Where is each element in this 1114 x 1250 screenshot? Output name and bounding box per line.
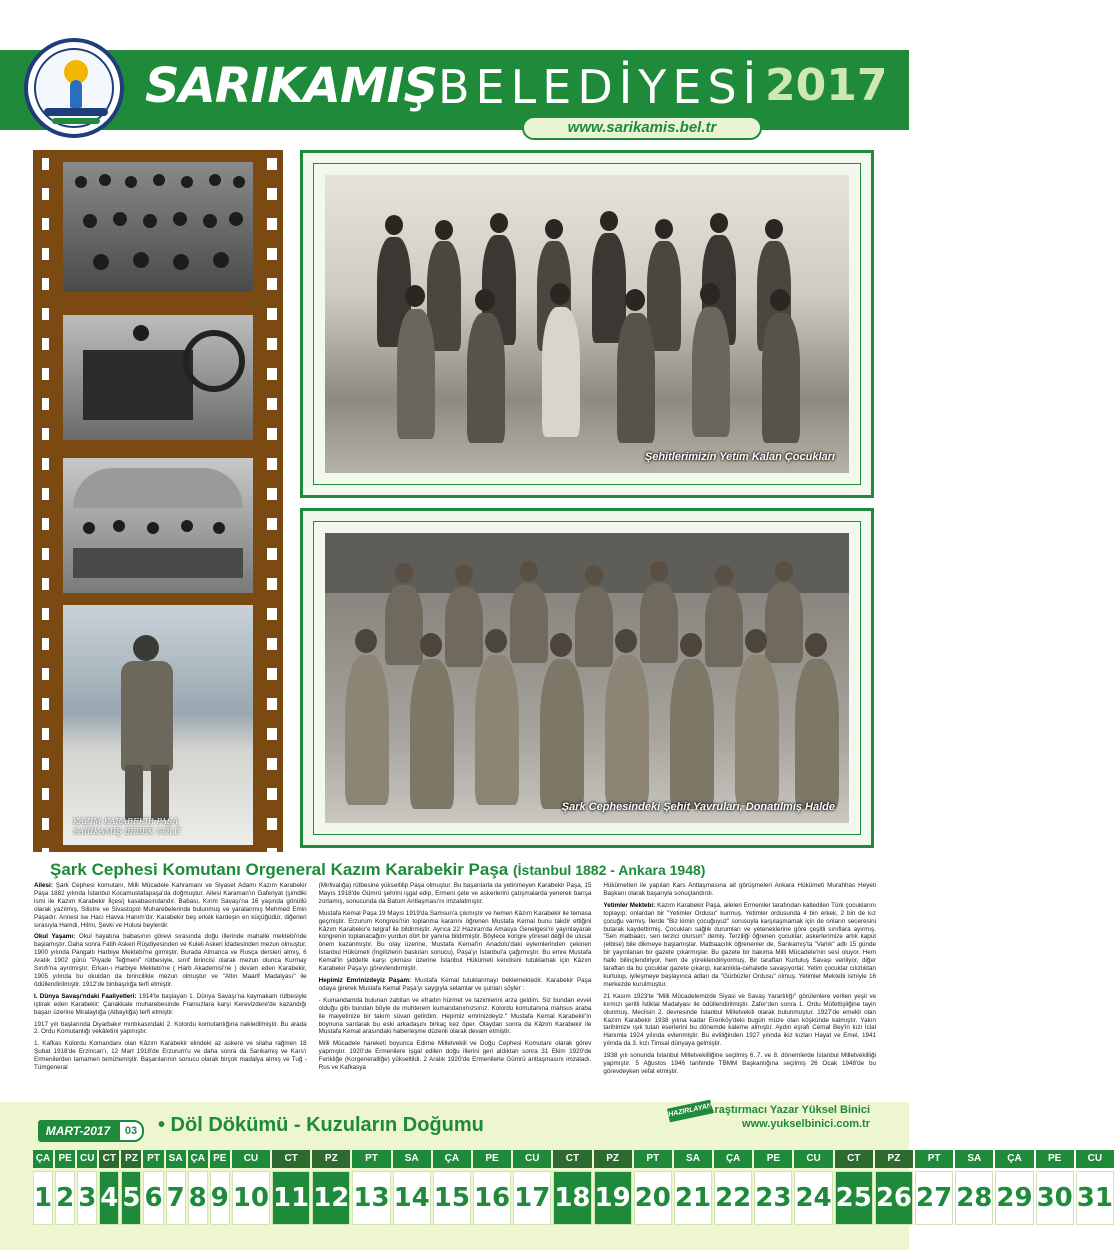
weekday-label: PZ — [594, 1150, 632, 1168]
calendar-day[interactable] — [955, 1150, 993, 1225]
author-url[interactable]: www.yukselbinici.com.tr — [742, 1118, 870, 1130]
day-number: 12 — [312, 1171, 350, 1225]
film-perforations-left — [39, 150, 49, 852]
paragraph-text: Milli Mücadele hareketi boyunca Edirne Milletvekili ve Doğu Cephesi Komutanı olarak görev yapmıştır. 1920'de Ermenilere işgal edilen doğu illerini geri aldıktan sonra 31 Ekim 1920'de Ferikliğe (Korgeneralliğe) yükseltildi. 2 Aralık 1920'de Ermenilerle Gümrü antlaşmasını imzaladı. Rus ve Kafkasya — [318, 1040, 592, 1072]
day-number: 23 — [754, 1171, 792, 1225]
paragraph-text: - Kumandamda bulunan zabitan ve efradın hürmet ve tazimlerini arza geldim. Siz bundan evvel olduğu gibi bundan böyle de muhterem kumandanımızsınız. Kolordu komutanına mahsus araba ile maiyetinize bir takım süvari getirdim. Hepimiz emrinizdeyiz." Mustafa Kemal Karabekir'in boynuna sarılarak bu eski arkadaşını birkaç kez öper. Olaydan sonra da Kâzım Karabekir ile Mustafa Kemal arasındaki haberleşme düzenli olarak devam etmiştir. — [318, 996, 592, 1036]
calendar-day[interactable] — [634, 1150, 672, 1225]
paragraph-text: (Mirlivalığa) rütbesine yükseltilip Paşa olmuştur. Bu başarılarla da yetinmeyen Karabekir Paşa, 15 Mayıs 1918'de Gümrü şehrini işgal edip, Ermeni çete ve askerlerini çatışmalarda yenerek barışa zorlamış, sonucunda da Batum Antlaşması'nı imzalatmıştır. — [318, 882, 592, 905]
day-number: 30 — [1036, 1171, 1074, 1225]
municipality-url[interactable]: www.sarikamis.bel.tr — [522, 116, 762, 140]
day-number: 9 — [210, 1171, 230, 1225]
article-body — [34, 882, 876, 1097]
calendar-day[interactable] — [433, 1150, 471, 1225]
paragraph-heading: Hepimiz Emrinizdeyiz Paşam: — [318, 976, 412, 984]
paragraph-text: 1938 yılı sonunda İstanbul Milletvekilliğine seçilmiş 6.,7. ve 8. dönemlerde İstanbul Milletvekilliği yapmıştır. 5 Ağustos 1946 tarihinde TBMM Başkanlığına seçilmiş 26 Ocak 1948'de bu görevdeyken vefat etmiştir. — [603, 1052, 877, 1075]
article-column-1 — [34, 882, 307, 1097]
calendar-day[interactable] — [714, 1150, 752, 1225]
weekday-label: PZ — [312, 1150, 350, 1168]
film-photo-officers — [63, 162, 253, 292]
article-paragraph — [319, 1040, 592, 1072]
paragraph-heading: I. Dünya Savaşı'ndaki Faaliyetleri: — [34, 992, 137, 1000]
day-number: 10 — [232, 1171, 270, 1225]
calendar-year: 2017 — [765, 60, 888, 111]
day-number: 24 — [794, 1171, 832, 1225]
weekday-label: PT — [352, 1150, 390, 1168]
day-number: 22 — [714, 1171, 752, 1225]
article-paragraph — [603, 1052, 876, 1076]
calendar-day[interactable] — [143, 1150, 163, 1225]
calendar-day[interactable] — [513, 1150, 551, 1225]
month-label: MART-2017 — [38, 1120, 118, 1142]
calendar-day[interactable] — [312, 1150, 350, 1225]
day-number: 11 — [272, 1171, 310, 1225]
weekday-label: PE — [754, 1150, 792, 1168]
article-paragraph — [319, 977, 592, 993]
article-paragraph — [603, 902, 876, 989]
calendar-day[interactable] — [594, 1150, 632, 1225]
article-paragraph — [34, 882, 307, 929]
weekday-label: SA — [393, 1150, 431, 1168]
film-caption-line1: KAZIM KARABEKİR PAŞA — [73, 817, 179, 826]
author-name: Araştırmacı Yazar Yüksel Binici — [706, 1104, 870, 1116]
article-paragraph — [34, 933, 307, 988]
film-photo-classroom — [63, 458, 253, 593]
weekday-label: ÇA — [33, 1150, 53, 1168]
calendar-day[interactable] — [794, 1150, 832, 1225]
weekday-label: PE — [473, 1150, 511, 1168]
paragraph-text: Kazım Karabekir Paşa, aileleri Ermeniler tarafından katledilen Türk çocuklarını toplayıp; onlardan bir "Yetimler Ordusu" kurmuş. Yetimler ordusunda 4 bin erkek, 2 bin de kız çocuğu varmış. İlerde "Biz kimin çocuğuyuz" sorusuyla karşılaşmamak için de onların seceresini bularak kaydettirmiş. Çocukları sağlık durumları ve yeteneklerine göre çeşitli sınıflara ayırmış. "Sen matbaacı, sen terzici olursun" demiş. Terziliği öğrenen çocuklar, askerlerimize artık kaput (elbise) bile dikmeye başlamışlar. Matbaacılık öğrenenler de, Sarıkamış'ta "Varlık" adlı 15 günde bir yayınlanan bir gazete çıkarmışlar. Bu gazete bir bakıma Milli Mücadele'nin sesi oluyor. Hem halkı bilinçlendiriyor, hem de yüreklendiriyormuş. Bir taraftan Kurtuluş Savaşı veriliyor, diğer taraftan da bu çocuklar gazete çıkarıp, karanlıkla-cehaletle savaşıyorlar. Yetim çocuklar cılızlıktan kurtulup, iyileşmeye başlayınca adları da "Gürbüzler Ordusu" olmuş. Yetimler Mektebi ismiyle 16 merkezde kurulmuştur. — [603, 901, 877, 988]
weekday-label: ÇA — [995, 1150, 1033, 1168]
article-title-text: Şark Cephesi Komutanı Orgeneral Kazım Karabekir Paşa — [50, 860, 509, 879]
calendar-day[interactable] — [55, 1150, 75, 1225]
paragraph-text: 1914'te başlayan 1. Dünya Savaşı'na kaymakam rütbesiyle iştirak eden Karabekir; Çanakkale muharebesinde Fransızlara karşı Kerevizdere'de kazandığı başarı üzerine Miralaylığa (Albaylığa) terfi etmiştir. — [34, 992, 307, 1016]
day-number: 7 — [166, 1171, 186, 1225]
weekday-label: CU — [513, 1150, 551, 1168]
uniformed-children-photo — [325, 533, 849, 823]
day-number: 26 — [875, 1171, 913, 1225]
calendar-day[interactable] — [166, 1150, 186, 1225]
weekday-label: CT — [835, 1150, 873, 1168]
day-number: 21 — [674, 1171, 712, 1225]
article-paragraph — [319, 882, 592, 906]
calendar-day[interactable] — [553, 1150, 591, 1225]
calendar-day[interactable] — [875, 1150, 913, 1225]
weekday-label: PZ — [121, 1150, 141, 1168]
film-perforations-right — [267, 150, 277, 852]
month-calendar — [33, 1150, 1113, 1225]
film-caption-line2: SARIKAMIŞ BEBEK GÖLÜ — [73, 827, 181, 836]
film-photo-printing-press — [63, 315, 253, 440]
article-column-3 — [603, 882, 876, 1097]
day-number: 29 — [995, 1171, 1033, 1225]
article-title-dates: (İstanbul 1882 - Ankara 1948) — [512, 862, 706, 878]
uniformed-children-caption: Şark Cephesindeki Şehit Yavruları, Donatılmış Halde — [561, 801, 835, 813]
day-number: 5 — [121, 1171, 141, 1225]
calendar-day[interactable] — [754, 1150, 792, 1225]
calendar-day[interactable] — [352, 1150, 390, 1225]
day-number: 1 — [33, 1171, 53, 1225]
weekday-label: ÇA — [714, 1150, 752, 1168]
film-photo-caption — [73, 817, 181, 837]
person-icon — [70, 80, 82, 108]
article-paragraph — [34, 1021, 307, 1037]
day-number: 20 — [634, 1171, 672, 1225]
weekday-label: PT — [143, 1150, 163, 1168]
calendar-day[interactable] — [121, 1150, 141, 1225]
article-column-2 — [319, 882, 592, 1097]
weekday-label: CU — [1076, 1150, 1114, 1168]
weekday-label: PE — [210, 1150, 230, 1168]
calendar-day[interactable] — [915, 1150, 953, 1225]
weekday-label: CT — [99, 1150, 119, 1168]
paragraph-heading: Okul Yaşamı: — [34, 933, 76, 941]
day-number: 31 — [1076, 1171, 1114, 1225]
film-strip — [33, 150, 283, 852]
calendar-day[interactable] — [188, 1150, 208, 1225]
day-number: 27 — [915, 1171, 953, 1225]
paragraph-text: Mustafa Kemal tutuklanmayı beklemektedir. Karabekir Paşa odaya girerek Mustafa Kemal Paşa'yı saygıyla selamlar ve şunları söyler : — [318, 976, 592, 992]
day-number: 18 — [553, 1171, 591, 1225]
article-paragraph — [319, 910, 592, 973]
weekday-label: PE — [55, 1150, 75, 1168]
calendar-day[interactable] — [1036, 1150, 1074, 1225]
day-number: 4 — [99, 1171, 119, 1225]
day-number: 16 — [473, 1171, 511, 1225]
film-photo-karabekir — [63, 605, 253, 845]
article-paragraph — [34, 993, 307, 1017]
weekday-label: PZ — [875, 1150, 913, 1168]
weekday-label: ÇA — [188, 1150, 208, 1168]
calendar-day[interactable] — [272, 1150, 310, 1225]
article-paragraph — [34, 1040, 307, 1072]
day-number: 19 — [594, 1171, 632, 1225]
weekday-label: SA — [166, 1150, 186, 1168]
paragraph-heading: Yetimler Mektebi: — [603, 901, 656, 909]
calendar-day[interactable] — [393, 1150, 431, 1225]
weekday-label: CT — [272, 1150, 310, 1168]
paragraph-text: 21 Kasım 1923'te "Milli Mücadelemizde Siyasi ve Savaş Yararlılığı" görülenlere verilen yeşil ve kırmızı şeritli İstiklal Madalyası ile ödüllendirilmiştir. Zafer'den sonra 1. Ordu Müfettişliğine tayin olunmuş, Meclisin 2. devresinde İstanbul Milletvekili olarak bulunmuştur. 1927'de emekli olan Kazım Karabekir 1938 yılına kadar Erenköy'deki bugün müze olan köşkünde kalmıştır. Yakın tarihimize ışık tutan eserlerini bu dönemde kaleme almıştır. Aydın eşrafı Cemal Bey'in kızı İclal Hanımla 1924 yılında evlenmiştir. Bu evliliğinden 1927 yılında ikiz kızları Hayat ve Emel, 1941 yılında da 3. kızı Timsal dünyaya gelmiştir. — [603, 992, 877, 1048]
day-number: 15 — [433, 1171, 471, 1225]
orphans-photo-caption: Şehitlerimizin Yetim Kalan Çocukları — [644, 451, 835, 463]
day-number: 14 — [393, 1171, 431, 1225]
weekday-label: ÇA — [433, 1150, 471, 1168]
logo-emblem — [34, 48, 114, 128]
weekday-label: PT — [634, 1150, 672, 1168]
photo-panel-orphans — [300, 150, 874, 498]
calendar-day[interactable] — [473, 1150, 511, 1225]
day-number: 28 — [955, 1171, 993, 1225]
calendar-day[interactable] — [77, 1150, 97, 1225]
day-number: 25 — [835, 1171, 873, 1225]
paragraph-text: Hükümetleri ile yapılan Kars Antlaşmasına ait görüşmeleri Ankara Hükümeti Murahhas Heyeti Başkanı olarak başarıyla sonuçlandırdı. — [603, 882, 877, 897]
day-number: 2 — [55, 1171, 75, 1225]
day-number: 8 — [188, 1171, 208, 1225]
paragraph-text: 1. Kafkas Kolordu Komandanı olan Kâzım Karabekir elindeki az askere ve silaha rağmen 18 Şubat 1918'de Erzincan'ı, 12 Mart 1918'de Erzurum'u ve daha sonra da Sarıkamış ve Kars'ı Ermenilerden tamamen temizlemiştir. Başarılarının sonucu olarak birçok madalya almış ve Tuğ - Tümgeneral — [34, 1040, 307, 1072]
weekday-label: CU — [794, 1150, 832, 1168]
day-number: 13 — [352, 1171, 390, 1225]
municipality-subtitle: BELEDİYESİ — [438, 60, 763, 114]
calendar-day[interactable] — [674, 1150, 712, 1225]
day-number: 6 — [143, 1171, 163, 1225]
month-theme: • Döl Dökümü - Kuzuların Doğumu — [158, 1114, 484, 1136]
weekday-label: PE — [1036, 1150, 1074, 1168]
paragraph-text: Mustafa Kemal Paşa 19 Mayıs 1919'da Samsun'a çıkmıştır ve hemen Kâzım Karabekir ile temasa geçmiştir. Erzurum Kongresi'nin toplanma kararını öğrenen Mustafa Kemal bunu takdir ettiğini Kâzım Karabekir'e telgraf ile bildirmiştir. Ayrıca 22 Haziran'da Amasya Genelgesi'ni yayınlayarak kongrenin toplanacağını yurdun dört bir yanına bildirmiştir. Böylece kongre yöresel değil de ulusal önem kazanmıştır. Bu olay üzerine, Mustafa Kemal'in Anadolu'daki eylemlerinden çekinen İstanbul Hükümeti (İngilizlerin baskıları sonucu), Paşa'yı İstanbul'a çağırmıştır. Bu emre Mustafa Kemal'in şiddetle karşı çıkması üzerine İstanbul Hükümeti kendisini tutuklamak için Kâzım Karabekir Paşa'yı görevlendirmiştir. — [318, 909, 592, 973]
photo-panel-uniformed-children — [300, 508, 874, 848]
calendar-day[interactable] — [1076, 1150, 1114, 1225]
wave-icon-2 — [52, 118, 100, 124]
municipality-logo — [24, 38, 124, 138]
day-number: 17 — [513, 1171, 551, 1225]
weekday-label: SA — [955, 1150, 993, 1168]
article-paragraph — [319, 997, 592, 1037]
municipality-name: SARIKAMIŞ — [145, 58, 438, 114]
wave-icon — [44, 108, 108, 116]
article-title — [50, 860, 705, 880]
weekday-label: CU — [77, 1150, 97, 1168]
paragraph-text: Şark Cephesi komutanı, Milli Mücadele Kahramanı ve Siyaset Adamı Kazım Karabekir Paşa 1882 yılında İstanbul Kocamustafapaşa'da doğmuştur. Ailesi Karaman'ın Gaferiyat (şimdiki ismi ile Kazım Karabekir İlçesi) kasabasındandır. Babası, Kırım Savaşı'na 16 yaşında gönüllü olarak yazılmış, Silistre ve Sivastopol Muharebelerinde bulunmuş ve yaralanmış Mehmed Emin Paşadır. Annesi ise Hacı Havva Hanım'dır. Karabekir beş erkek kardeşin en küçüğüdür, diğerleri sırasıyla Hamdi, Hilmi, Şevki ve Hulusi beylerdir. — [34, 882, 307, 929]
weekday-label: PT — [915, 1150, 953, 1168]
weekday-label: CU — [232, 1150, 270, 1168]
calendar-day[interactable] — [99, 1150, 119, 1225]
paragraph-text: 1917 yılı başlarında Diyarbakır mıntıkasındaki 2. Kolordu komutanlığına nakledilmiştir. Bu arada 2. Ordu Komutanlığı vekâletini yapmıştır. — [34, 1020, 307, 1036]
author-badge: HAZIRLAYAN — [667, 1100, 713, 1123]
calendar-day[interactable] — [232, 1150, 270, 1225]
day-number: 3 — [77, 1171, 97, 1225]
month-number: 03 — [118, 1120, 144, 1142]
calendar-day[interactable] — [835, 1150, 873, 1225]
weekday-label: CT — [553, 1150, 591, 1168]
paragraph-text: Okul hayatına babasının görevi sırasında doğu illerinde mahalle mektebi'nde başlamıştır. Daha sonra Fatih Askeri Rüşdiyesinden ve Kuleli Askeri İdadesinden mezun olmuştur. 1900 yılında Pangaltı Harbiye Mektebi'ne girmiştir. Burada Almanca ve Rusça dersleri almış, 6 Aralık 1902 günü "Piyade Teğmeni" rütbesiyle, sınıf birincisi olarak mezun olunca Kurmay Sınıfı'na ayrılmıştır. Erkan-ı Harbiye Mektebi'ne ( Harb Akademisi'ne ) devam eden Karabekir, 1905 yılında bu okuldan da birincilikle mezun olmuştur ve "Altın Maarif Madalyası" ile ödüllendirilmiştir. 1912'de binbaşılığa terfi etmiştir. — [34, 933, 307, 988]
paragraph-heading: Ailesi: — [34, 882, 53, 889]
weekday-label: SA — [674, 1150, 712, 1168]
article-paragraph — [603, 882, 876, 898]
calendar-day[interactable] — [210, 1150, 230, 1225]
calendar-day[interactable] — [995, 1150, 1033, 1225]
calendar-day[interactable] — [33, 1150, 53, 1225]
orphans-photo — [325, 175, 849, 473]
article-paragraph — [603, 993, 876, 1048]
